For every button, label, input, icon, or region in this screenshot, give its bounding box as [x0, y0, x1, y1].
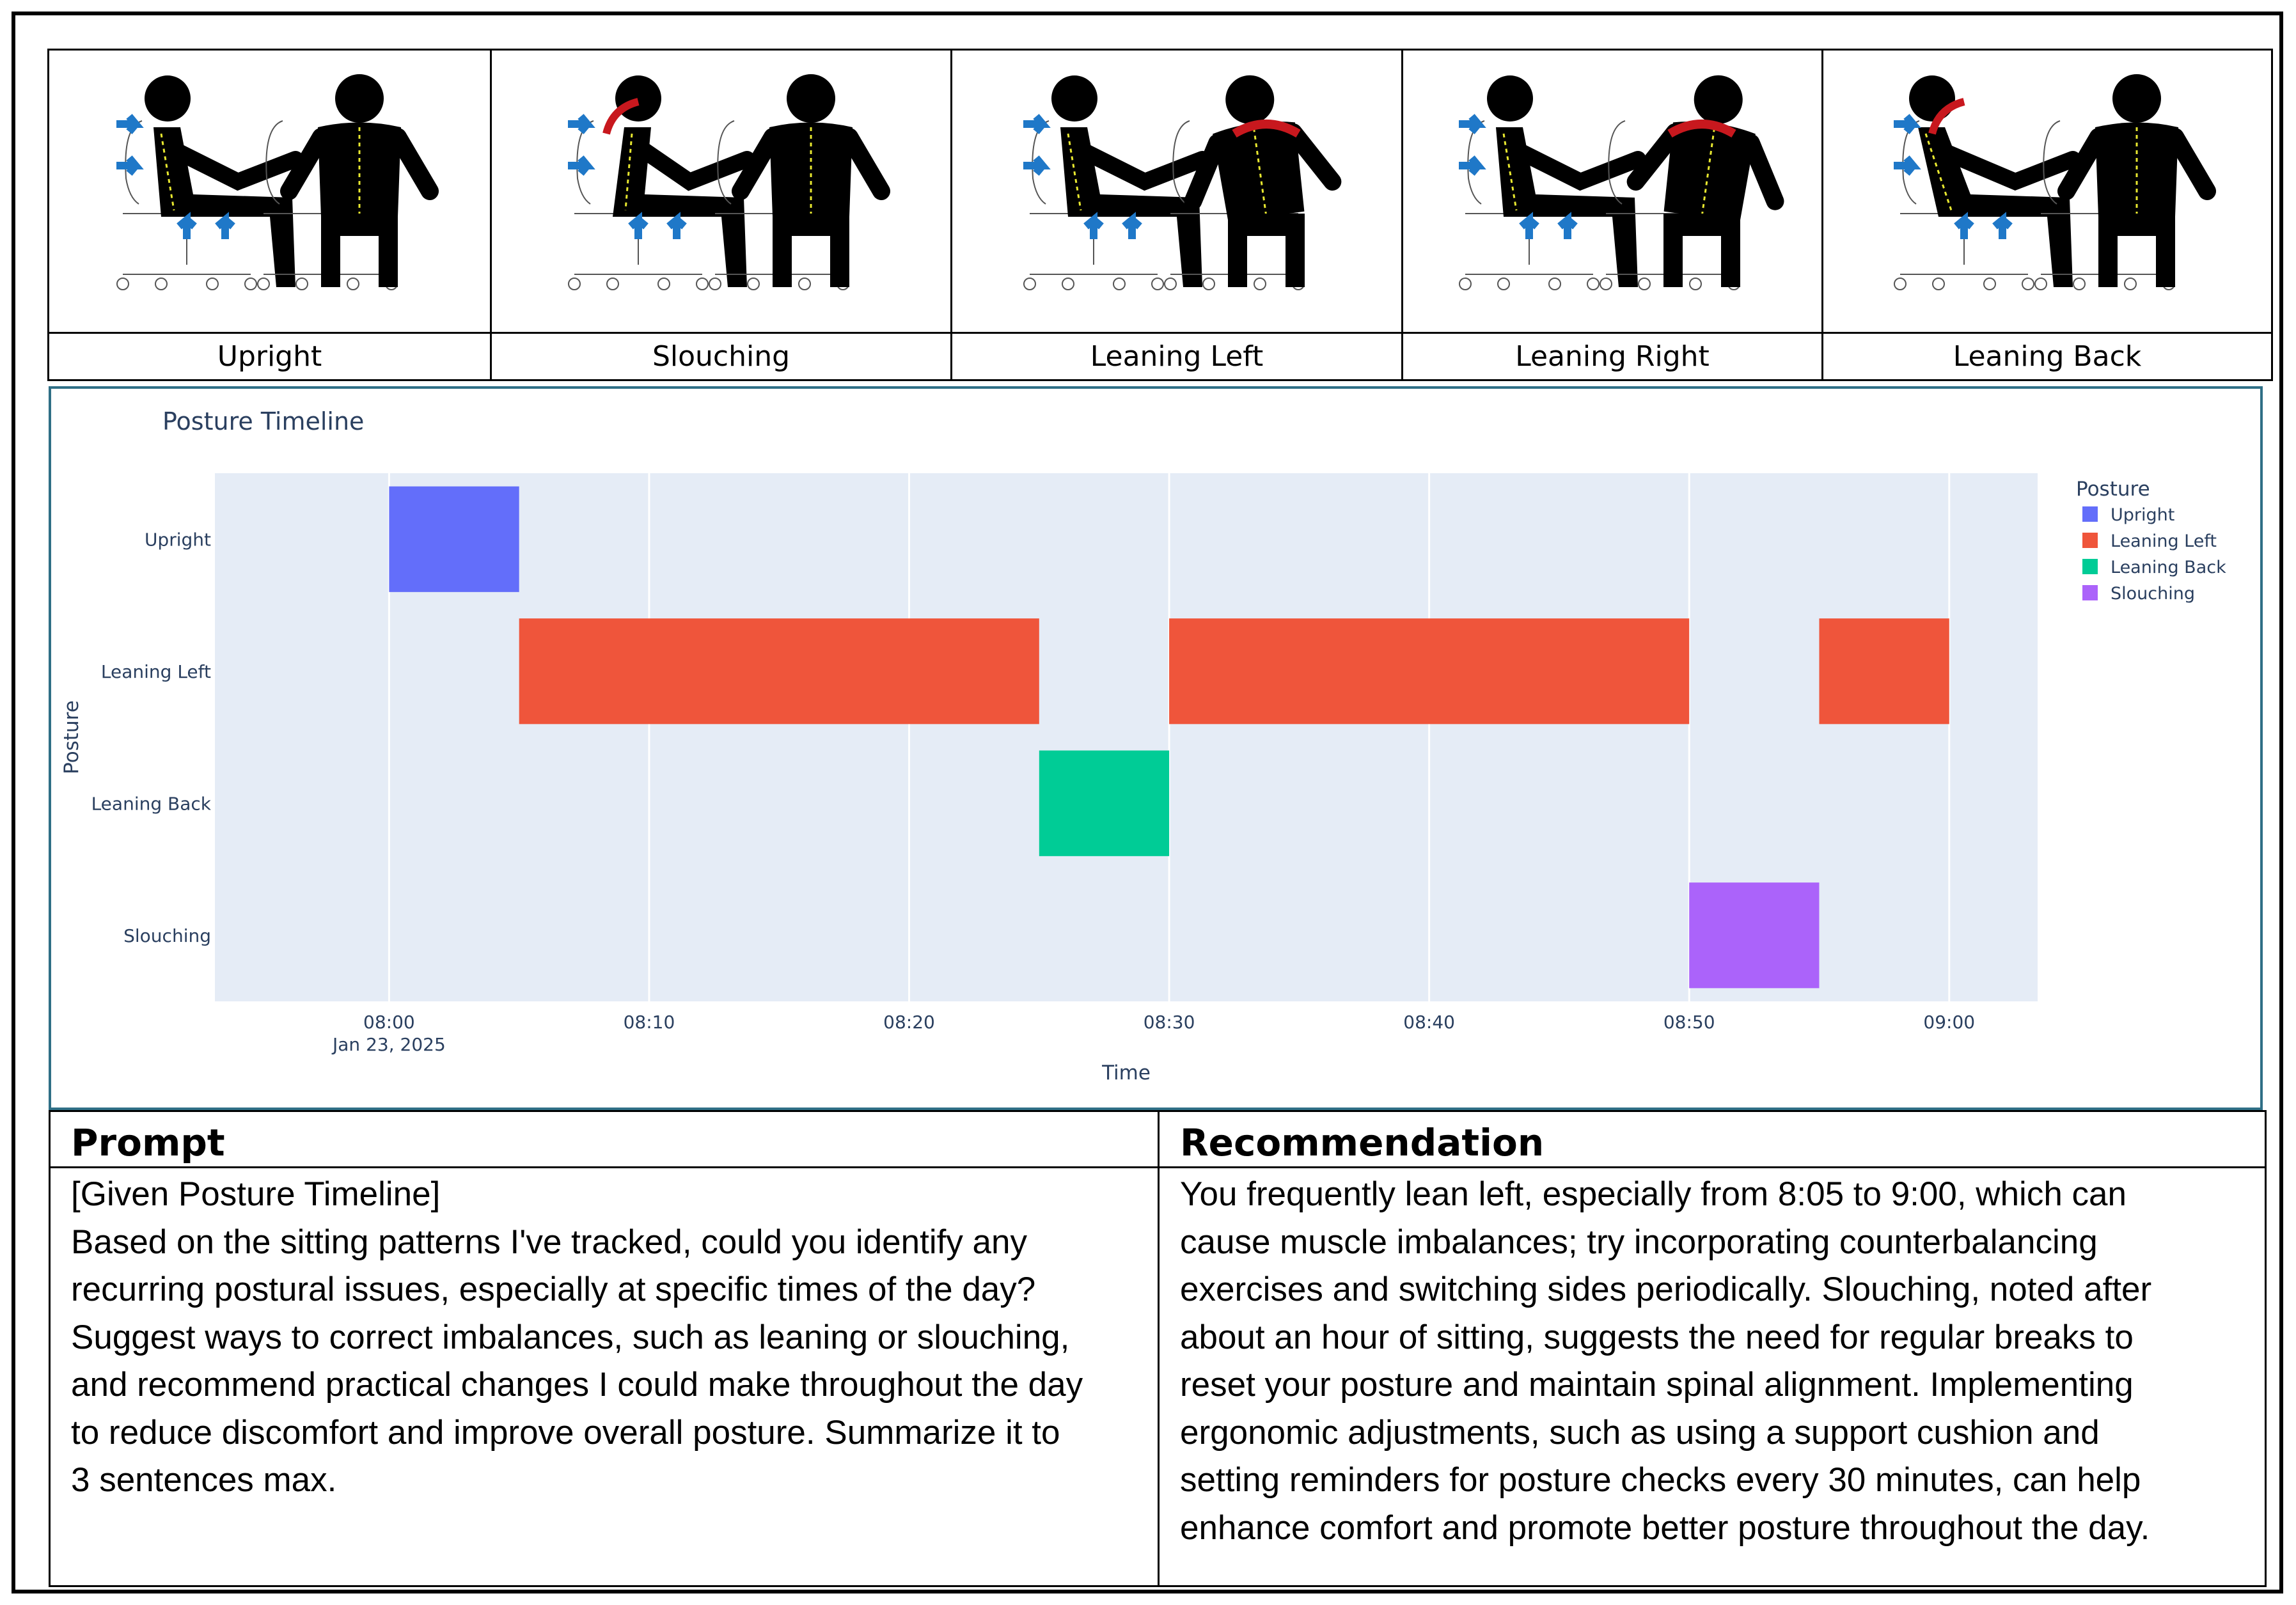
prompt-line: 3 sentences max. [71, 1461, 337, 1499]
timeline-bar-slouching [1689, 882, 1819, 988]
recommendation-line: setting reminders for posture checks every 30 minutes, can help [1180, 1461, 2141, 1499]
timeline-bar-leaning-left [1819, 618, 1949, 724]
leaning-right-figure-image [1403, 51, 1821, 334]
timeline-bar-leaning-left [519, 618, 1039, 724]
legend-swatch [2082, 533, 2098, 548]
slouching-pictogram-icon [542, 63, 900, 325]
slouching-figure-image [492, 51, 950, 334]
x-tick-label: 08:10 [623, 1012, 675, 1033]
x-tick-label: 08:40 [1403, 1012, 1455, 1033]
x-tick-label: 08:20 [883, 1012, 935, 1033]
recommendation-line: ergonomic adjustments, such as using a support cushion and [1180, 1413, 2100, 1452]
posture-cell-leaning-left [952, 51, 1403, 379]
leaning-left-figure-image [952, 51, 1401, 334]
timeline-bar-leaning-left [1169, 618, 1689, 724]
posture-cell-leaning-right [1403, 51, 1823, 379]
y-tick-label: Slouching [123, 925, 211, 946]
legend-swatch [2082, 559, 2098, 574]
posture-image-strip [47, 49, 2273, 381]
posture-cell-leaning-back [1823, 51, 2271, 379]
leaning-back-figure-image [1823, 51, 2271, 334]
chart-title: Posture Timeline [162, 407, 365, 435]
posture-timeline-chart [49, 386, 2263, 1110]
upright-pictogram-icon [91, 63, 449, 325]
y-axis-title: Posture [60, 700, 83, 774]
posture-label-leaning-left: Leaning Left [1090, 340, 1264, 373]
figure-frame [12, 12, 2283, 1593]
y-tick-label: Leaning Left [100, 661, 211, 682]
recommendation-line: exercises and switching sides periodically. Slouching, noted after [1180, 1271, 2152, 1308]
x-axis-title: Time [1102, 1061, 1151, 1084]
recommendation-line: reset your posture and maintain spinal alignment. Implementing [1180, 1366, 2134, 1404]
y-tick-label: Leaning Back [91, 793, 211, 815]
leaning-back-pictogram-icon [1868, 63, 2226, 325]
recommendation-text [1160, 1168, 2265, 1552]
prompt-line: recurring postural issues, especially at specific times of the day? [71, 1271, 1036, 1308]
legend-label: Leaning Left [2111, 531, 2217, 551]
recommendation-header: Recommendation [1160, 1112, 2265, 1168]
prompt-recommendation-table [49, 1110, 2267, 1587]
prompt-line: and recommend practical changes I could make throughout the day [71, 1366, 1083, 1404]
posture-cell-upright [49, 51, 492, 379]
legend-swatch [2082, 506, 2098, 522]
upright-figure-image [49, 51, 490, 334]
recommendation-line: You frequently lean left, especially from 8:05 to 9:00, which can [1180, 1175, 2127, 1213]
timeline-svg [51, 389, 2260, 1108]
x-tick-label: 08:50 [1663, 1012, 1715, 1033]
recommendation-line: cause muscle imbalances; try incorporating counterbalancing [1180, 1223, 2098, 1261]
x-tick-label: 08:00 [363, 1012, 415, 1033]
x-tick-label: 08:30 [1143, 1012, 1195, 1033]
x-tick-label: 09:00 [1923, 1012, 1976, 1033]
recommendation-column [1160, 1112, 2265, 1585]
prompt-line: Suggest ways to correct imbalances, such as leaning or slouching, [71, 1318, 1070, 1356]
posture-label-leaning-right: Leaning Right [1515, 340, 1710, 373]
prompt-line: Based on the sitting patterns I've tracked, could you identify any [71, 1223, 1027, 1261]
legend-swatch [2082, 585, 2098, 600]
prompt-line: [Given Posture Timeline] [71, 1175, 441, 1213]
y-tick-label: Upright [144, 529, 211, 551]
prompt-line: to reduce discomfort and improve overall posture. Summarize it to [71, 1413, 1060, 1452]
prompt-header: Prompt [51, 1112, 1158, 1168]
posture-label-upright: Upright [217, 340, 322, 373]
timeline-bar-upright [389, 487, 519, 592]
legend-label: Slouching [2111, 584, 2195, 604]
posture-cell-slouching [492, 51, 952, 379]
leaning-right-pictogram-icon [1433, 63, 1791, 325]
timeline-bar-leaning-back [1039, 751, 1169, 856]
recommendation-line: about an hour of sitting, suggests the need for regular breaks to [1180, 1318, 2134, 1356]
prompt-text [51, 1168, 1158, 1505]
posture-label-leaning-back: Leaning Back [1953, 340, 2142, 373]
legend-label: Leaning Back [2111, 558, 2226, 577]
legend-label: Upright [2111, 505, 2175, 525]
prompt-column [51, 1112, 1160, 1585]
posture-label-slouching: Slouching [652, 340, 790, 373]
x-date-label: Jan 23, 2025 [333, 1034, 446, 1055]
legend-title: Posture [2076, 478, 2150, 501]
recommendation-line: enhance comfort and promote better posture throughout the day. [1180, 1508, 2150, 1547]
leaning-left-pictogram-icon [998, 63, 1356, 325]
